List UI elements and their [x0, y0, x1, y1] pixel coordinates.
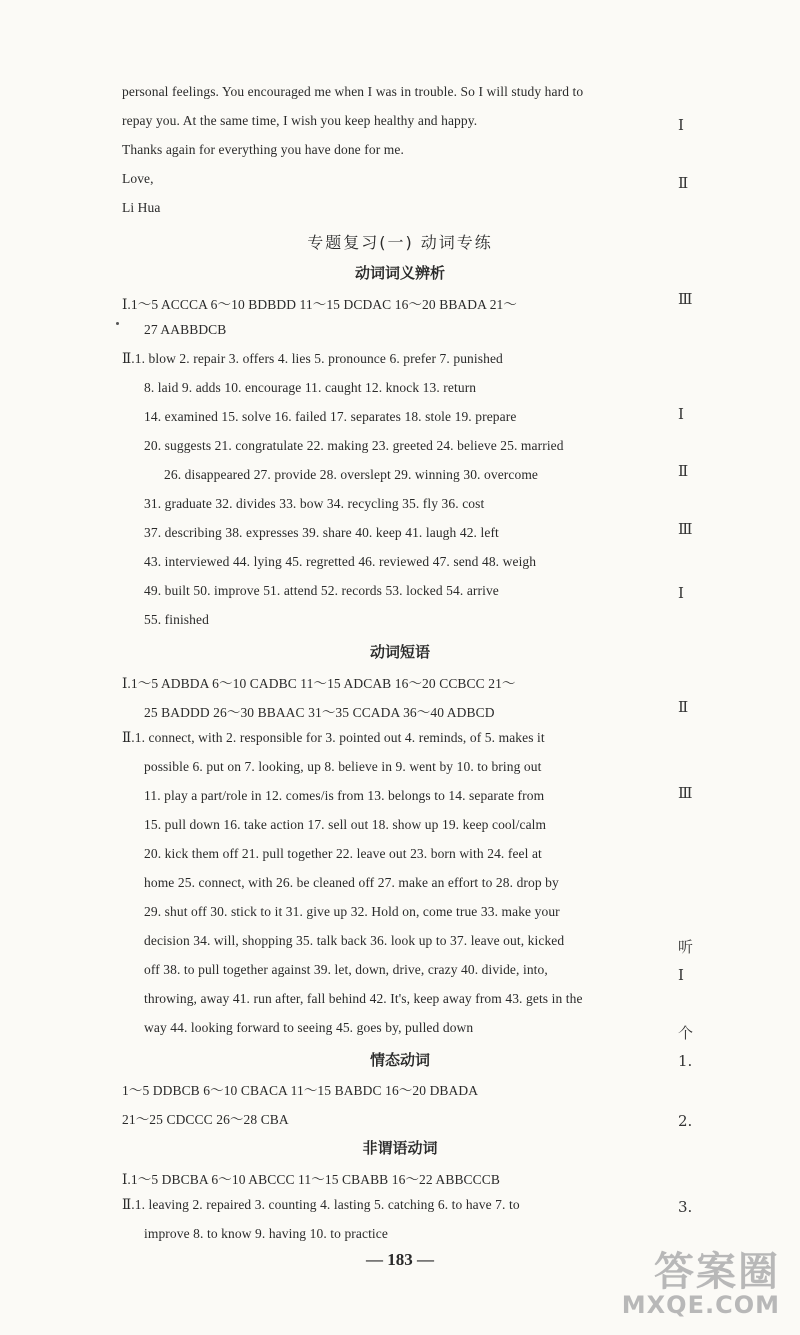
page-number: — 183 —: [366, 1250, 434, 1269]
answer-line: Ⅱ.1. blow 2. repair 3. offers 4. lies 5. pronounce 6. prefer 7. punished: [122, 351, 503, 366]
watermark-logo: [622, 1240, 780, 1319]
answer-line: 20. kick them off 21. pull together 22. leave out 23. born with 24. feel at: [144, 846, 542, 861]
answer-line: 20. suggests 21. congratulate 22. making 23. greeted 24. believe 25. married: [144, 438, 564, 453]
margin-mark: 个: [678, 1024, 694, 1042]
answer-line: 1～5 DDBCB 6～10 CBACA 11～15 BABDC 16～20 DBADA: [122, 1083, 479, 1098]
letter-line: Thanks again for everything you have done for me.: [122, 142, 404, 157]
answer-line: 43. interviewed 44. lying 45. regretted 46. reviewed 47. send 48. weigh: [144, 554, 537, 569]
main-title: 专题复习(一) 动词专练: [307, 233, 493, 252]
margin-mark: Ⅲ: [678, 290, 693, 308]
answer-line: 26. disappeared 27. provide 28. overslept 29. winning 30. overcome: [164, 467, 539, 482]
answer-line: possible 6. put on 7. looking, up 8. believe in 9. went by 10. to bring out: [144, 759, 542, 774]
section-heading-modal-verbs: 情态动词: [369, 1051, 430, 1069]
answer-line: off 38. to pull together against 39. let, down, drive, crazy 40. divide, into,: [144, 962, 548, 977]
section-heading-verb-meaning: 动词词义辨析: [354, 264, 445, 282]
answer-line: 25 BADDD 26～30 BBAAC 31～35 CCADA 36～40 ADBCD: [144, 705, 495, 720]
answer-line: home 25. connect, with 26. be cleaned off 27. make an effort to 28. drop by: [144, 875, 559, 890]
margin-mark: Ⅲ: [678, 784, 693, 802]
watermark-logo-text: 答案圈: [654, 1249, 780, 1295]
answer-line: 37. describing 38. expresses 39. share 40. keep 41. laugh 42. left: [144, 525, 499, 540]
watermark-url: MXQE.COM: [621, 1291, 780, 1319]
margin-mark: 2.: [678, 1112, 693, 1130]
margin-mark: Ⅱ: [678, 462, 689, 480]
letter-line: repay you. At the same time, I wish you keep healthy and happy.: [122, 113, 478, 128]
answer-line: way 44. looking forward to seeing 45. goes by, pulled down: [144, 1020, 474, 1035]
section-heading-verb-phrases: 动词短语: [369, 643, 430, 661]
margin-mark: Ⅰ: [678, 116, 684, 134]
margin-mark: 听: [678, 938, 694, 956]
answer-line: 29. shut off 30. stick to it 31. give up 32. Hold on, come true 33. make your: [144, 904, 560, 919]
answer-line: 11. play a part/role in 12. comes/is from 13. belongs to 14. separate from: [144, 788, 545, 803]
answer-line: 31. graduate 32. divides 33. bow 34. recycling 35. fly 36. cost: [144, 496, 485, 511]
letter-line: personal feelings. You encouraged me when I was in trouble. So I will study hard to: [122, 84, 584, 99]
answer-line: 14. examined 15. solve 16. failed 17. separates 18. stole 19. prepare: [144, 409, 517, 424]
answer-line: 21～25 CDCCC 26～28 CBA: [122, 1112, 289, 1127]
margin-mark: Ⅱ: [678, 698, 689, 716]
stray-dot: [116, 322, 119, 325]
answer-line: throwing, away 41. run after, fall behind 42. It's, keep away from 43. gets in the: [144, 991, 583, 1006]
answer-line: Ⅰ.1～5 DBCBA 6～10 ABCCC 11～15 CBABB 16～22 ABBCCCB: [122, 1172, 500, 1187]
answer-line: 27 AABBDCB: [144, 322, 227, 337]
margin-mark: Ⅱ: [678, 174, 689, 192]
answer-line: Ⅱ.1. connect, with 2. responsible for 3. pointed out 4. reminds, of 5. makes it: [122, 730, 545, 745]
section-heading-non-finite-verbs: 非谓语动词: [362, 1139, 438, 1157]
answer-line: 15. pull down 16. take action 17. sell out 18. show up 19. keep cool/calm: [144, 817, 547, 832]
margin-mark: Ⅰ: [678, 966, 684, 984]
margin-mark: Ⅰ: [678, 584, 684, 602]
answer-line: decision 34. will, shopping 35. talk back 36. look up to 37. leave out, kicked: [144, 933, 565, 948]
margin-mark: 3.: [678, 1198, 693, 1216]
margin-mark: Ⅰ: [678, 405, 684, 423]
answer-line: improve 8. to know 9. having 10. to practice: [144, 1226, 388, 1241]
answer-line: Ⅰ.1～5 ADBDA 6～10 CADBC 11～15 ADCAB 16～20 CCBCC 21～: [122, 676, 516, 691]
answer-line: 49. built 50. improve 51. attend 52. records 53. locked 54. arrive: [144, 583, 499, 598]
letter-closing: Love,: [122, 171, 154, 186]
letter-signature: Li Hua: [122, 200, 161, 215]
margin-mark: 1.: [678, 1052, 693, 1070]
answer-line: Ⅱ.1. leaving 2. repaired 3. counting 4. lasting 5. catching 6. to have 7. to: [122, 1197, 520, 1212]
answer-line: Ⅰ.1～5 ACCCA 6～10 BDBDD 11～15 DCDAC 16～20 BBADA 21～: [122, 297, 518, 312]
answer-line: 55. finished: [144, 612, 209, 627]
answer-line: 8. laid 9. adds 10. encourage 11. caught 12. knock 13. return: [144, 380, 477, 395]
margin-mark: Ⅲ: [678, 520, 693, 538]
